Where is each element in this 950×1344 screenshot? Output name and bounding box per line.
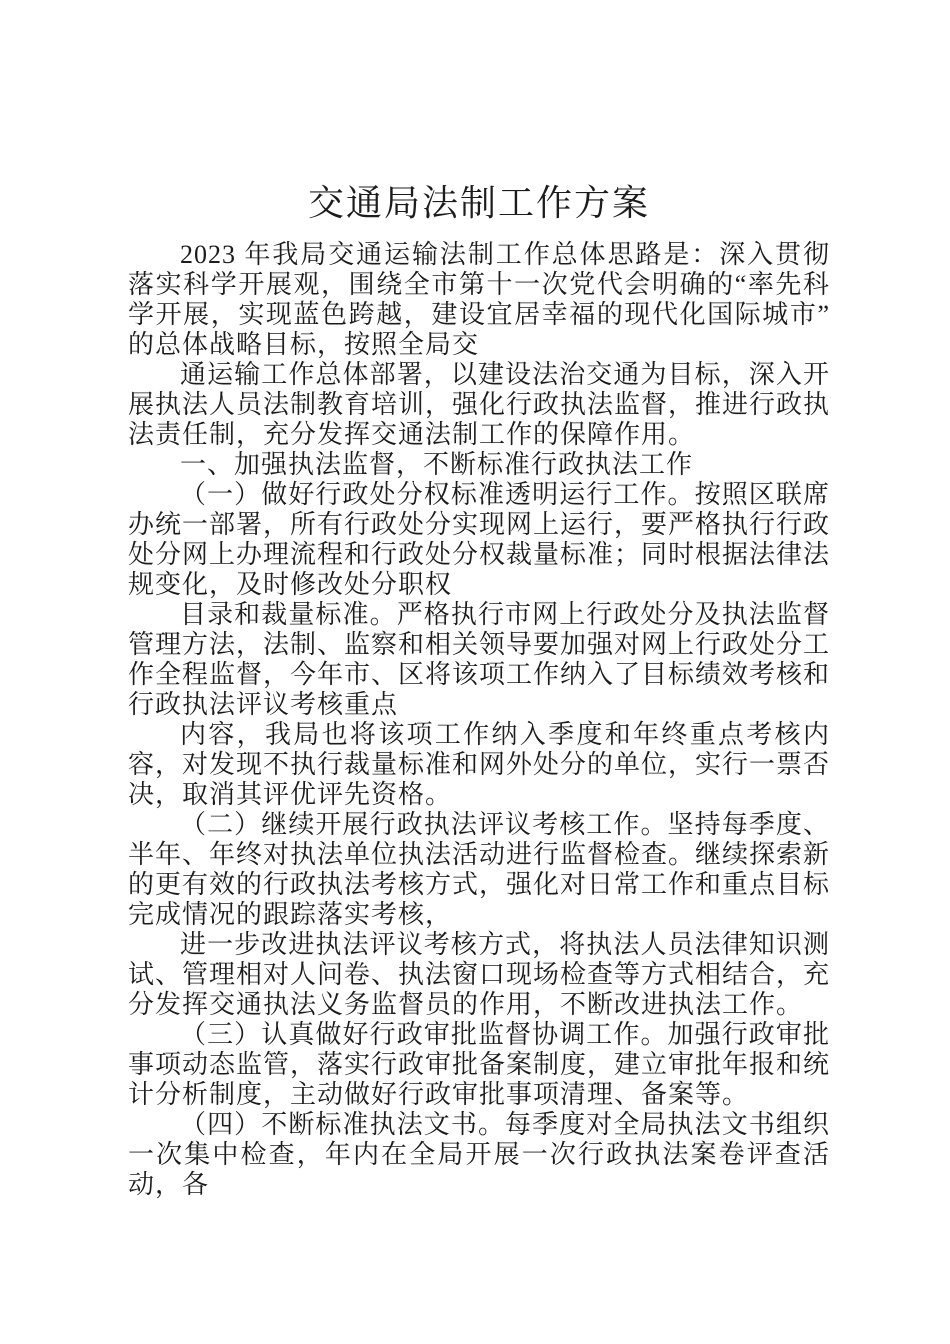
paragraph-item-4: （四）不断标准执法文书。每季度对全局执法文书组织一次集中检查，年内在全局开展一次行政执法案卷评查活动，各 (128, 1110, 830, 1199)
document-body (128, 240, 830, 1200)
paragraph-item-1-continued: 目录和裁量标准。严格执行市网上行政处分及执法监督管理方法，法制、监察和相关领导要加强对网上行政处分工作全程监督，今年市、区将该项工作纳入了目标绩效考核和行政执法评议考核重点 (128, 600, 831, 719)
paragraph-item-1: （一）做好行政处分权标准透明运行工作。按照区联席办统一部署，所有行政处分实现网上运行，要严格执行行政处分网上办理流程和行政处分权裁量标准；同时根据法律法规变化，及时修改处分职权 (128, 480, 831, 599)
paragraph-intro: 2023 年我局交通运输法制工作总体思路是：深入贯彻落实科学开展观，围绕全市第十一次党代会明确的“率先科学开展，实现蓝色跨越，建设宜居幸福的现代化国际城市”的总体战略目标，按照全局交 (128, 240, 830, 359)
paragraph-intro-continued: 通运输工作总体部署，以建设法治交通为目标，深入开展执法人员法制教育培训，强化行政执法监督，推进行政执法责任制，充分发挥交通法制工作的保障作用。 (128, 360, 831, 449)
paragraph-item-2: （二）继续开展行政执法评议考核工作。坚持每季度、半年、年终对执法单位执法活动进行监督检查。继续探索新的更有效的行政执法考核方式，强化对日常工作和重点目标完成情况的跟踪落实考核， (128, 810, 831, 929)
document-title: 交通局法制工作方案 (307, 183, 650, 223)
paragraph-item-3: （三）认真做好行政审批监督协调工作。加强行政审批事项动态监管，落实行政审批备案制度，建立审批年报和统计分析制度，主动做好行政审批事项清理、备案等。 (128, 1020, 831, 1109)
paragraph-item-2-continued: 进一步改进执法评议考核方式，将执法人员法律知识测试、管理相对人问卷、执法窗口现场检查等方式相结合，充分发挥交通执法义务监督员的作用，不断改进执法工作。 (128, 930, 831, 1019)
paragraph-item-1-continued-2: 内容，我局也将该项工作纳入季度和年终重点考核内容，对发现不执行裁量标准和网外处分的单位，实行一票否决，取消其评优评先资格。 (128, 720, 831, 809)
section-heading-1: 一、加强执法监督，不断标准行政执法工作 (180, 450, 694, 479)
